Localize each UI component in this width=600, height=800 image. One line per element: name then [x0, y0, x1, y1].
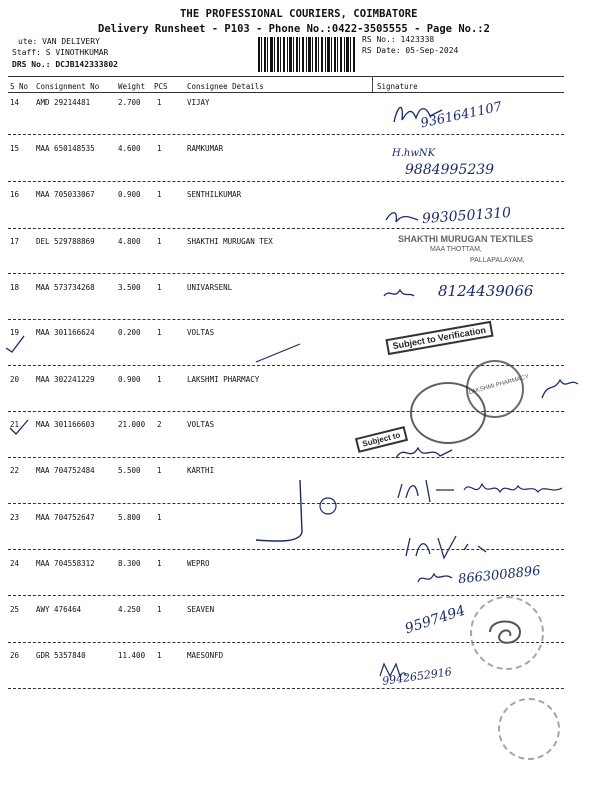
handwritten-phone: 8124439066: [438, 282, 534, 300]
row-sno: 15: [10, 144, 20, 153]
col-weight: Weight: [118, 82, 146, 91]
row-consignee: VOLTAS: [187, 328, 215, 337]
handwritten-phone: 9884995239: [405, 162, 495, 178]
row-sno: 25: [10, 605, 20, 614]
row-weight: 0.900: [118, 375, 141, 384]
row-divider: [8, 181, 564, 182]
handwritten-phone: 9942652916: [381, 665, 453, 688]
rs-date: RS Date: 05-Sep-2024: [362, 46, 459, 55]
row-consignee: MAESONFD: [187, 651, 224, 660]
pen-stroke-icon: [254, 340, 304, 364]
staff-label: Staff: S VINOTHKUMAR: [12, 48, 109, 57]
row-sno: 14: [10, 98, 20, 107]
round-seal-icon: [410, 382, 486, 444]
runsheet-subtitle: Delivery Runsheet - P103 - Phone No.:0422-3505555 - Page No.:2: [98, 23, 490, 35]
col-sno: S No: [10, 82, 29, 91]
handwritten-phone: 9930501310: [421, 204, 512, 228]
company-stamp-text: SHAKTHI MURUGAN TEXTILES: [398, 234, 533, 244]
company-stamp-text: PALLAPALAYAM,: [470, 257, 525, 264]
row-consignee: LAKSHMI PHARMACY: [187, 375, 260, 384]
row-sno: 23: [10, 513, 20, 522]
row-consignment: MAA 704558312: [36, 559, 95, 568]
row-pcs: 1: [157, 328, 162, 337]
row-sno: 20: [10, 375, 20, 384]
row-pcs: 1: [157, 144, 162, 153]
signature-scribble-icon: [416, 566, 456, 590]
row-consignment: MAA 650148535: [36, 144, 95, 153]
row-pcs: 1: [157, 605, 162, 614]
signature-scribble-icon: [396, 476, 456, 506]
table-top-rule: [8, 76, 564, 77]
signature-scribble-icon: [384, 206, 420, 228]
row-consignee: SENTHILKUMAR: [187, 190, 242, 199]
row-weight: 4.600: [118, 144, 141, 153]
row-pcs: 1: [157, 375, 162, 384]
rs-number: RS No.: 1423338: [362, 35, 435, 44]
checkmark-icon: [8, 418, 30, 438]
signature-scribble-icon: [394, 440, 454, 468]
row-sno: 24: [10, 559, 20, 568]
signature-column-divider: [372, 76, 373, 92]
row-sno: 19: [10, 328, 20, 337]
checkmark-icon: [4, 334, 26, 354]
row-sno: 16: [10, 190, 20, 199]
row-weight: 8.300: [118, 559, 141, 568]
handwritten-phone: 9597494: [403, 602, 468, 638]
col-signature: Signature: [377, 82, 418, 91]
row-consignment: MAA 573734268: [36, 283, 95, 292]
round-seal-text: LAKSHMI PHARMACY: [468, 374, 530, 396]
row-consignment: GDR 5357840: [36, 651, 86, 660]
barcode-icon: [258, 37, 356, 72]
signature-scribble-icon: [382, 286, 416, 302]
row-consignee: SEAVEN: [187, 605, 215, 614]
verification-stamp: Subject to Verification: [385, 321, 493, 355]
page-title: THE PROFESSIONAL COURIERS, COIMBATORE: [180, 8, 418, 20]
row-consignee: KARTHI: [187, 466, 215, 475]
row-weight: 4.250: [118, 605, 141, 614]
drs-number: DRS No.: DCJB142333802: [12, 60, 118, 69]
pen-stroke-icon: [252, 476, 347, 548]
row-consignee: VOLTAS: [187, 420, 215, 429]
row-divider: [8, 134, 564, 135]
table-header-rule: [8, 92, 564, 93]
row-weight: 11.400: [118, 651, 146, 660]
row-pcs: 1: [157, 283, 162, 292]
row-pcs: 1: [157, 651, 162, 660]
row-divider: [8, 595, 564, 596]
row-weight: 5.800: [118, 513, 141, 522]
row-divider: [8, 228, 564, 229]
row-weight: 5.500: [118, 466, 141, 475]
row-consignment: AMD 29214481: [36, 98, 91, 107]
row-pcs: 1: [157, 190, 162, 199]
row-weight: 2.700: [118, 98, 141, 107]
row-divider: [8, 273, 564, 274]
row-weight: 21.000: [118, 420, 146, 429]
row-pcs: 1: [157, 98, 162, 107]
table-header: [0, 78, 560, 92]
row-weight: 3.500: [118, 283, 141, 292]
row-pcs: 1: [157, 513, 162, 522]
row-consignee: VIJAY: [187, 98, 210, 107]
row-pcs: 2: [157, 420, 162, 429]
row-consignment: DEL 529788869: [36, 237, 95, 246]
handwritten-phone: 9361641107: [419, 99, 504, 132]
row-sno: 17: [10, 237, 20, 246]
row-consignment: MAA 704752647: [36, 513, 95, 522]
row-consignment: MAA 302241229: [36, 375, 95, 384]
row-weight: 0.200: [118, 328, 141, 337]
row-sno: 22: [10, 466, 20, 475]
row-pcs: 1: [157, 237, 162, 246]
verification-stamp: Subject to: [355, 426, 408, 453]
row-consignment: AWY 476464: [36, 605, 82, 614]
round-seal-icon: [498, 698, 560, 760]
seal-swirl-icon: [480, 610, 530, 654]
row-weight: 0.900: [118, 190, 141, 199]
row-pcs: 1: [157, 559, 162, 568]
row-consignment: MAA 301166603: [36, 420, 95, 429]
handwritten-name: H.hwNK: [392, 148, 436, 159]
row-sno: 18: [10, 283, 20, 292]
col-consignment: Consignment No: [36, 82, 100, 91]
col-pcs: PCS: [154, 82, 168, 91]
row-divider: [8, 688, 564, 689]
row-consignment: MAA 705033067: [36, 190, 95, 199]
row-consignee: UNIVARSENL: [187, 283, 233, 292]
route-label: ute: VAN DELIVERY: [18, 37, 100, 46]
signature-scribble-icon: [404, 532, 524, 562]
row-sno: 21: [10, 420, 20, 429]
row-pcs: 1: [157, 466, 162, 475]
row-sno: 26: [10, 651, 20, 660]
row-consignee: RAMKUMAR: [187, 144, 224, 153]
row-divider: [8, 457, 564, 458]
row-consignment: MAA 301166624: [36, 328, 95, 337]
row-divider: [8, 319, 564, 320]
row-weight: 4.800: [118, 237, 141, 246]
company-stamp-text: MAA THOTTAM,: [430, 246, 482, 253]
handwritten-phone: 8663008896: [457, 563, 542, 588]
row-consignee: SHAKTHI MURUGAN TEX: [187, 237, 273, 246]
signature-scribble-icon: [462, 478, 572, 500]
row-consignment: MAA 704752484: [36, 466, 95, 475]
signature-scribble-icon: [540, 372, 580, 402]
col-consignee: Consignee Details: [187, 82, 264, 91]
row-consignee: WEPRO: [187, 559, 210, 568]
